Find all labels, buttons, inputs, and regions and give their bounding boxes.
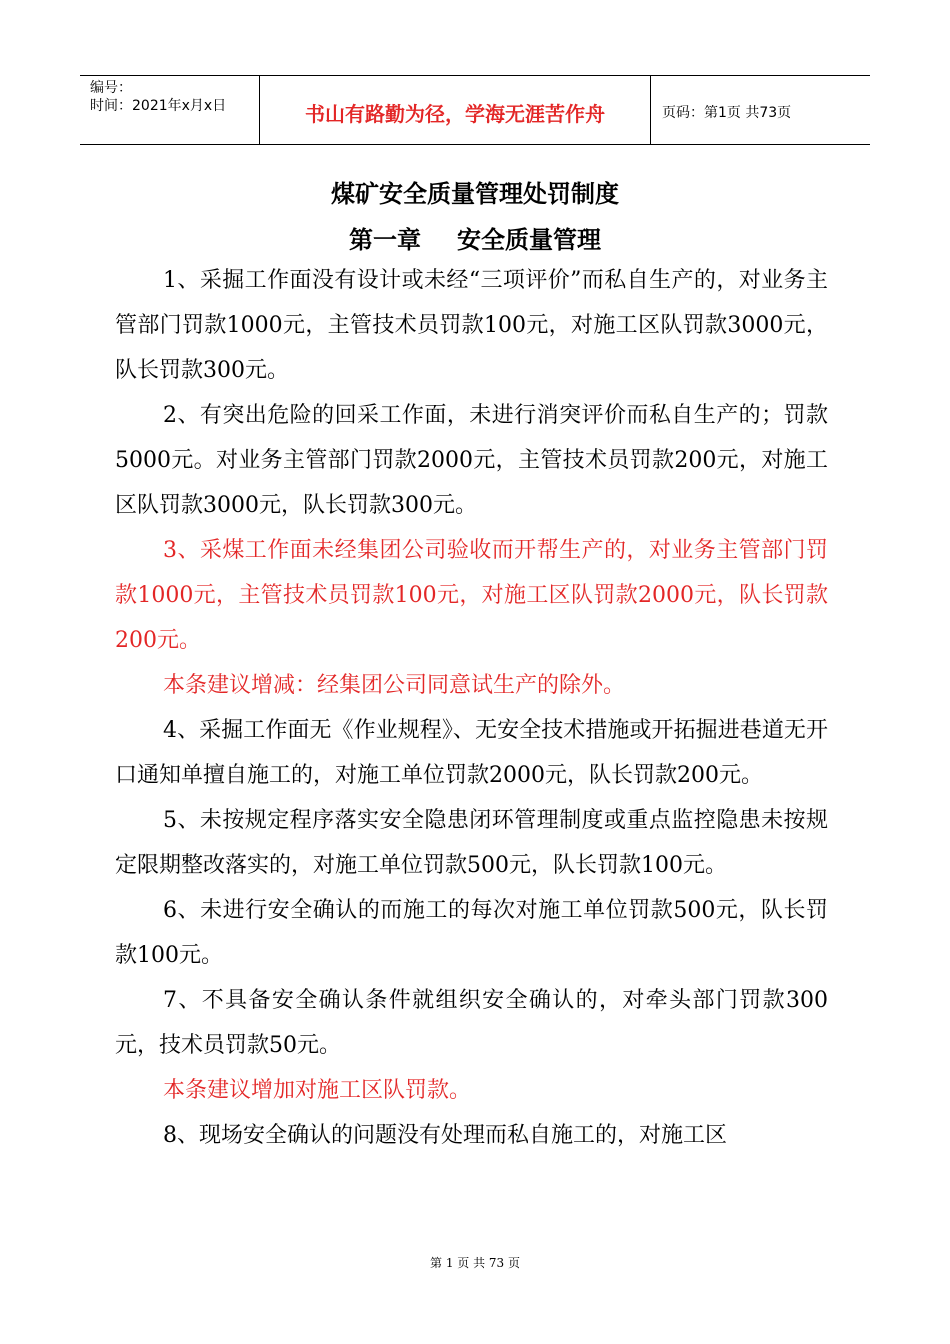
header-page-info: 页码：第1页 共73页 xyxy=(662,105,792,121)
document-code-label: 编号： xyxy=(90,80,132,96)
paragraph: 1、采掘工作面没有设计或未经“三项评价”而私自生产的，对业务主管部门罚款1000元，主管技术员罚款100元，对施工区队罚款3000元，队长罚款300元。 xyxy=(115,268,828,383)
paragraph: 本条建议增加对施工区队罚款。 xyxy=(163,1078,472,1103)
paragraph: 7、不具备安全确认条件就组织安全确认的，对牵头部门罚款300元，技术员罚款50元。 xyxy=(115,988,828,1058)
paragraph: 5、未按规定程序落实安全隐患闭环管理制度或重点监控隐患未按规定限期整改落实的，对施工单位罚款500元，队长罚款100元。 xyxy=(115,808,828,878)
header-meta xyxy=(90,79,270,115)
page-header xyxy=(80,75,870,145)
document-date: 时间：2021年x月x日 xyxy=(90,98,227,114)
chapter-number: 第一章 xyxy=(349,225,421,254)
document-title: 煤矿安全质量管理处罚制度 xyxy=(331,179,619,208)
paragraph: 本条建议增减：经集团公司同意试生产的除外。 xyxy=(163,673,626,698)
paragraph: 8、现场安全确认的问题没有处理而私自施工的，对施工区 xyxy=(163,1123,727,1148)
paragraph: 4、采掘工作面无《作业规程》、无安全技术措施或开拓掘进巷道无开口通知单擅自施工的，对施工单位罚款2000元，队长罚款200元。 xyxy=(115,718,828,788)
paragraph: 2、有突出危险的回采工作面，未进行消突评价而私自生产的；罚款5000元。对业务主管部门罚款2000元，主管技术员罚款200元，对施工区队罚款3000元，队长罚款300元。 xyxy=(115,403,828,518)
chapter-heading xyxy=(0,220,950,255)
page-footer: 第 1 页 共 73 页 xyxy=(430,1256,520,1270)
paragraph: 6、未进行安全确认的而施工的每次对施工单位罚款500元，队长罚款100元。 xyxy=(115,898,828,968)
document-body xyxy=(115,258,828,1158)
chapter-name: 安全质量管理 xyxy=(457,225,601,254)
header-motto: 书山有路勤为径，学海无涯苦作舟 xyxy=(305,102,605,126)
header-divider xyxy=(650,76,651,144)
paragraph: 3、采煤工作面未经集团公司验收而开帮生产的，对业务主管部门罚款1000元，主管技术员罚款100元，对施工区队罚款2000元，队长罚款200元。 xyxy=(115,538,828,653)
